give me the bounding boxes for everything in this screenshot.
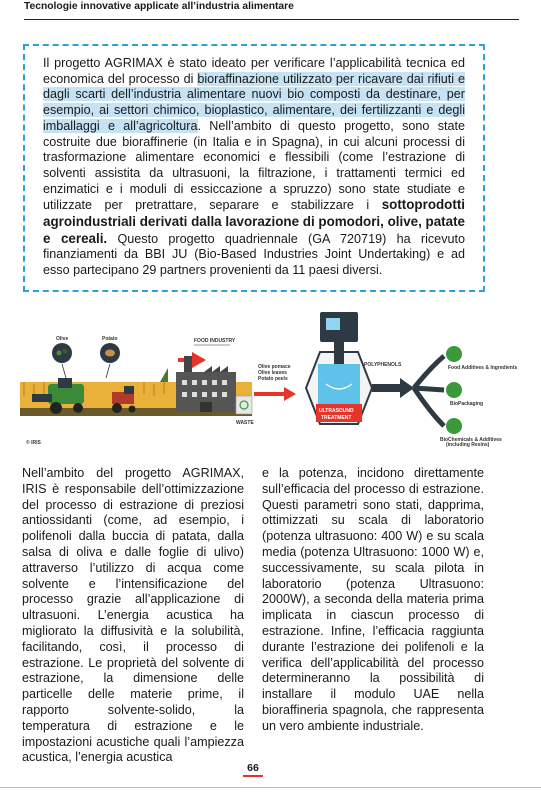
bottom-rule bbox=[0, 787, 541, 788]
column-left bbox=[22, 466, 244, 766]
process-figure bbox=[20, 308, 518, 454]
box-text-3: Questo progetto quadriennale (GA 720719) ha ricevuto finanziamenti da BBI JU (Bio-Based Industries Joint Undertaking) e ad esso partecipano 29 partners provenienti da 11 paesi diversi. bbox=[43, 231, 465, 278]
arrow-icon bbox=[372, 378, 414, 398]
page-number-rule bbox=[243, 775, 263, 777]
output-label: BioPackaging bbox=[450, 401, 484, 407]
bold-text: sottoprodotti agroindustriali derivati dalla lavorazione di pomodori, olive, patate e cereali. bbox=[43, 197, 465, 246]
column-right bbox=[262, 466, 484, 735]
biochemicals-icon bbox=[446, 418, 462, 434]
box-text bbox=[43, 56, 465, 279]
output-label: BioChemicals & Additives bbox=[440, 437, 502, 443]
copyright-label: © IRIS bbox=[26, 440, 41, 446]
olive-label: Olive bbox=[56, 336, 69, 342]
food-additives-icon bbox=[446, 346, 462, 362]
box-text-1: Il progetto AGRIMAX è stato ideato per verificare l’applicabilità tecnica ed economica del processo di bbox=[43, 56, 465, 86]
olive-circle bbox=[52, 343, 72, 363]
highlighted-text: bioraffinazione utilizzato per ricavare dai rifiuti e dagli scarti dell’industria alimentare nuovi bio composti da destinare, per esempio, ai settori chimico, bioplastico, alimentare, dei fertilizzanti e degli imballaggi e all’agricoltura bbox=[43, 71, 466, 133]
ultrasound-label: ULTRASOUND bbox=[319, 408, 354, 414]
page-number: 66 bbox=[247, 762, 259, 774]
factory-icon bbox=[176, 356, 236, 412]
recycle-bin-icon bbox=[236, 396, 252, 414]
box-text-2: . Nell’ambito di questo progetto, sono state costruite due bioraffinerie (in Italia e in Spagna), in cui alcuni processi di trasformazione alimentare economici e flessibili (come l’estrazione di solventi assistita da ultrasuoni, la filtrazione, i trattamenti termici ed enzimatici e i moduli di essiccazione a spruzzo) sono state studiate e utilizzate per pretrattare, separare e stabilizzare i bbox=[43, 118, 465, 213]
input-label: Olive leaves bbox=[258, 370, 287, 376]
polyphenols-label: POLYPHENOLS bbox=[364, 362, 402, 368]
output-label: Food Additives & Ingredients bbox=[448, 365, 518, 371]
process-diagram bbox=[20, 308, 518, 454]
treatment-label: TREATMENT bbox=[321, 415, 352, 421]
input-label: Olive pomace bbox=[258, 364, 291, 370]
arrow-icon bbox=[254, 387, 296, 401]
box-paragraph bbox=[43, 56, 465, 279]
output-label-sub: (including Resins) bbox=[446, 442, 490, 448]
running-header: Tecnologie innovative applicate all’industria alimentare bbox=[24, 1, 519, 20]
biopackaging-icon bbox=[446, 382, 462, 398]
body-paragraph: Nell’ambito del progetto AGRIMAX, IRIS è responsabile dell’ottimizzazione del processo di estrazione di preziosi antiossidanti (come, ad esempio, i polifenoli dalla buccia di patata, dalla salsa di oliva e dalle foglie di ulivo) attraverso l’utilizzo di acqua come solvente e l’intensificazione del processo grazie all’applicazione di ultrasuoni. L’energia acustica ha migliorato la diffusività e la solubilità, facilitando, così, il processo di estrazione. Le proprietà del solvente di estrazione, la dimensione delle particelle delle materie prime, il rapporto solvente-solido, la temperatura di estrazione e le impostazioni acustiche quali l’ampiezza acustica, l’energia acustica bbox=[22, 466, 244, 765]
input-label: Potato peels bbox=[258, 376, 288, 382]
potato-label: Potato bbox=[102, 336, 118, 342]
waste-label: WASTE bbox=[236, 420, 254, 426]
body-paragraph: e la potenza, incidono direttamente sull’efficacia del processo di estrazione. Questi parametri sono stati, dapprima, ottimizzati su scala di laboratorio (potenza ultrasuono: 400 W) e su scala media (potenza Ultrasuono: 1000 W) e, successivamente, su scala pilota in laboratorio (potenza Ultrasuono: 2000W), a seconda della materia prima implicata in ciascun processo di estrazione. Infine, l’efficacia raggiunta durante l’estrazione dei polifenoli e la verifica dell’applicabilità del processo determineranno la possibilità di installare il modulo UAE nella bioraffineria spagnola, che rappresenta un vero ambiente industriale. bbox=[262, 466, 484, 733]
food-industry-label: FOOD INDUSTRY bbox=[194, 338, 236, 344]
